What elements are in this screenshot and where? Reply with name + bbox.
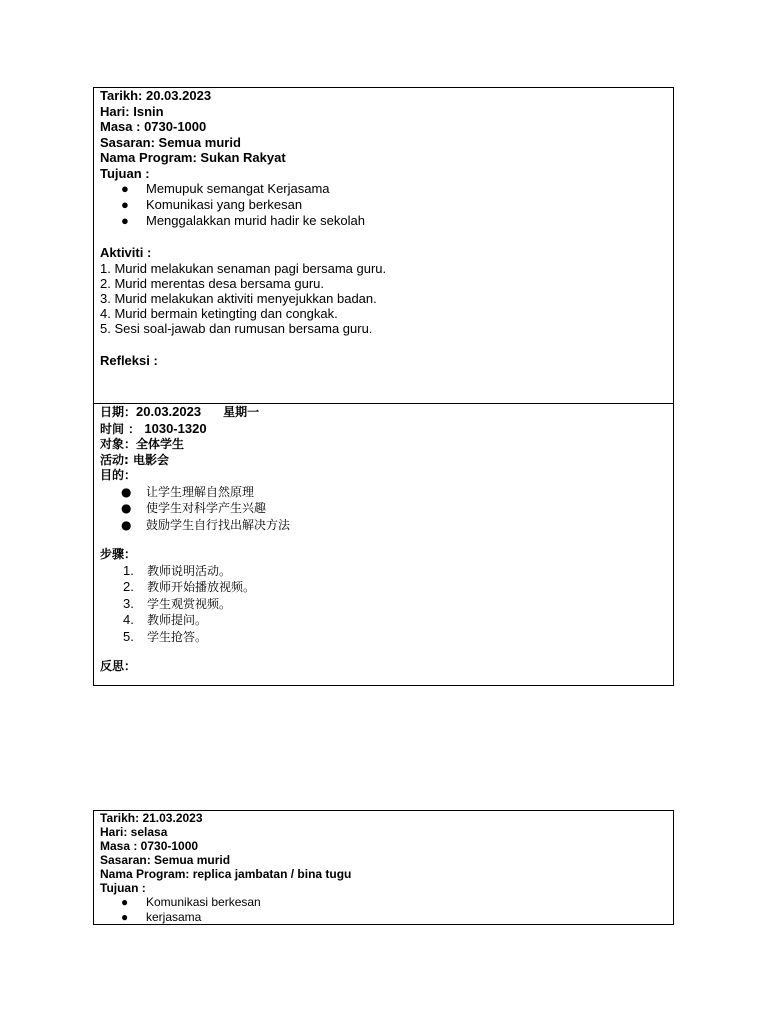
- purpose-label: 目的：: [100, 468, 137, 482]
- sasaran-line: Sasaran: Semua murid: [100, 853, 231, 867]
- list-item: 3. 学生观赏视频。: [123, 595, 232, 611]
- list-item: 4. Murid bermain ketingting dan congkak.: [100, 306, 338, 322]
- aktiviti-list: [100, 261, 667, 337]
- tujuan-label: Tujuan :: [100, 881, 146, 895]
- list-item: 5. 学生抢答。: [123, 628, 208, 644]
- hari-line: Hari: Isnin: [100, 103, 164, 119]
- bullet-icon: ●: [121, 484, 132, 499]
- list-item: ● 让学生理解自然原理: [121, 484, 255, 499]
- reflection-label: 反思：: [100, 659, 137, 673]
- steps-list: [100, 563, 667, 646]
- activity-line: 活动: 电影会: [100, 452, 169, 467]
- time-line: 时间 ： 1030-1320: [100, 420, 207, 436]
- bullet-icon: ●: [121, 910, 129, 924]
- program-line: Nama Program: replica jambatan / bina tugu: [100, 867, 352, 881]
- purpose-list: [100, 484, 667, 534]
- list-item: 5. Sesi soal-jawab dan rumusan bersama guru.: [100, 321, 373, 337]
- bullet-icon: ●: [121, 181, 129, 196]
- entry-replica-jambatan: [94, 811, 673, 925]
- list-item: 4. 教师提问。: [123, 612, 208, 627]
- target-line: 对象：全体学生: [100, 437, 185, 451]
- tarikh-line: Tarikh: 21.03.2023: [100, 811, 203, 825]
- tujuan-list: [100, 181, 667, 229]
- tarikh-line: Tarikh: 20.03.2023: [100, 88, 212, 103]
- aktiviti-label: Aktiviti :: [100, 245, 152, 260]
- list-item: ● Komunikasi berkesan: [121, 895, 261, 909]
- list-item: ● Memupuk semangat Kerjasama: [121, 181, 330, 196]
- list-item: ● 鼓励学生自行找出解决方法: [121, 517, 291, 532]
- list-item: 3. Murid melakukan aktiviti menyejukkan badan.: [100, 290, 377, 306]
- list-item: ● kerjasama: [121, 910, 202, 924]
- hari-line: Hari: selasa: [100, 825, 168, 839]
- list-item: 2. Murid merentas desa bersama guru.: [100, 275, 324, 291]
- tujuan-label: Tujuan :: [100, 165, 150, 181]
- program-line: Nama Program: Sukan Rakyat: [100, 150, 286, 165]
- bullet-icon: ●: [121, 213, 129, 228]
- list-item: ● Menggalakkan murid hadir ke sekolah: [121, 213, 365, 228]
- bullet-icon: ●: [121, 501, 132, 515]
- steps-label: 步骤：: [100, 547, 137, 561]
- lesson-plan-table-2: [93, 810, 674, 925]
- bullet-icon: ●: [121, 895, 129, 909]
- list-item: ● 使学生对科学产生兴趣: [121, 501, 267, 515]
- masa-line: Masa : 0730-1000: [100, 839, 199, 853]
- sasaran-line: Sasaran: Semua murid: [100, 134, 241, 150]
- entry-movie-activity: [94, 403, 673, 685]
- list-item: 1. 教师说明活动。: [123, 562, 232, 578]
- masa-line: Masa : 0730-1000: [100, 119, 207, 134]
- list-item: 1. Murid melakukan senaman pagi bersama guru.: [100, 260, 387, 276]
- list-item: 2. 教师开始播放视频。: [123, 579, 256, 594]
- refleksi-label: Refleksi :: [100, 352, 158, 368]
- bullet-icon: ●: [121, 197, 129, 212]
- list-item: ● Komunikasi yang berkesan: [121, 197, 303, 212]
- date-line: 日期：20.03.2023 星期一: [100, 404, 260, 419]
- bullet-icon: ●: [121, 517, 132, 532]
- entry-sukan-rakyat: [94, 88, 673, 403]
- tujuan-list: [100, 895, 667, 925]
- lesson-plan-table-1: [93, 87, 674, 686]
